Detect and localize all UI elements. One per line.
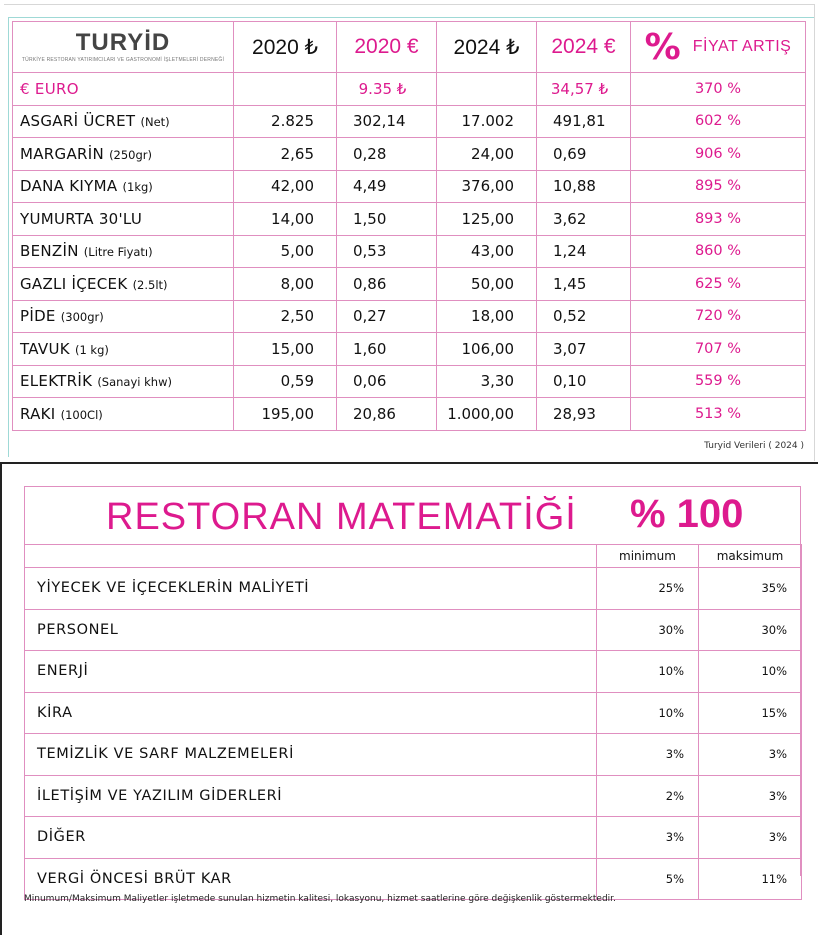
divider: [8, 17, 814, 18]
item-label: PİDE: [20, 307, 56, 326]
price-2024-tl: 17.002: [437, 105, 537, 138]
price-comparison-panel: [4, 4, 815, 461]
price-2020-eur: 0,06: [337, 365, 437, 398]
item-label: ASGARİ ÜCRET: [20, 112, 136, 131]
euro-increase: 370 %: [631, 73, 806, 106]
col-maximum: maksimum: [699, 545, 802, 568]
euro-label: € EURO: [13, 73, 234, 106]
price-2020-tl: 42,00: [234, 170, 337, 203]
price-2024-tl: 3,30: [437, 365, 537, 398]
cost-label: TEMİZLİK VE SARF MALZEMELERİ: [25, 734, 597, 776]
price-row: [13, 235, 806, 268]
cost-min: 10%: [597, 651, 699, 693]
price-2020-eur: 0,53: [337, 235, 437, 268]
euro-row: [13, 73, 806, 106]
footnote: Minumum/Maksimum Maliyetler işletmede sunulan hizmetin kalitesi, lokasyonu, hizmet saatlerine göre değişkenlik göstermektedir.: [24, 894, 616, 904]
item-label: BENZİN: [20, 242, 79, 261]
item-unit: (Sanayi khw): [97, 375, 172, 390]
cost-label-header: [25, 545, 597, 568]
cost-min: 25%: [597, 568, 699, 610]
price-increase: 513 %: [631, 398, 806, 431]
cost-max: 30%: [699, 609, 802, 651]
item-unit: (1 kg): [74, 342, 109, 357]
price-2020-eur: 0,86: [337, 268, 437, 301]
price-2024-eur: 3,07: [537, 333, 631, 366]
price-row: [13, 398, 806, 431]
price-table: [12, 21, 806, 431]
price-2024-eur: 0,52: [537, 300, 631, 333]
logo-subtitle: TÜRKİYE RESTORAN YATIRIMCILARI VE GASTRONOMİ İŞLETMELERİ DERNEĞİ: [21, 56, 225, 63]
price-increase: 625 %: [631, 268, 806, 301]
price-2020-tl: 2,50: [234, 300, 337, 333]
cost-min: 10%: [597, 692, 699, 734]
price-increase-label: FİYAT ARTIŞ: [692, 38, 792, 55]
price-2020-tl: 2.825: [234, 105, 337, 138]
price-increase: 720 %: [631, 300, 806, 333]
cost-min: 5%: [597, 858, 699, 900]
item-unit: (Litre Fiyatı): [83, 245, 153, 260]
price-2024-eur: 3,62: [537, 203, 631, 236]
price-increase: 860 %: [631, 235, 806, 268]
price-increase: 707 %: [631, 333, 806, 366]
price-2024-eur: 1,45: [537, 268, 631, 301]
price-2024-eur: 491,81: [537, 105, 631, 138]
item-name: [13, 365, 234, 398]
price-2024-tl: 24,00: [437, 138, 537, 171]
cost-label: YİYECEK VE İÇECEKLERİN MALİYETİ: [25, 568, 597, 610]
item-unit: (300gr): [60, 310, 104, 325]
cost-max: 35%: [699, 568, 802, 610]
cost-min: 3%: [597, 817, 699, 859]
price-2020-tl: 8,00: [234, 268, 337, 301]
euro-2024-rate: 34,57 ₺: [537, 73, 631, 106]
item-name: [13, 170, 234, 203]
item-unit: (100Cl): [60, 407, 103, 422]
price-increase: 559 %: [631, 365, 806, 398]
cost-max: 15%: [699, 692, 802, 734]
price-increase: 895 %: [631, 170, 806, 203]
logo-cell: [13, 22, 234, 73]
cost-label: VERGİ ÖNCESİ BRÜT KAR: [25, 858, 597, 900]
item-name: [13, 300, 234, 333]
price-increase: 906 %: [631, 138, 806, 171]
price-2020-tl: 14,00: [234, 203, 337, 236]
cost-row: [25, 692, 802, 734]
col-minimum: minimum: [597, 545, 699, 568]
price-2020-eur: 302,14: [337, 105, 437, 138]
cost-row: [25, 775, 802, 817]
cost-row: [25, 568, 802, 610]
item-name: [13, 203, 234, 236]
price-2020-eur: 4,49: [337, 170, 437, 203]
cost-label: DİĞER: [25, 817, 597, 859]
price-2020-tl: 2,65: [234, 138, 337, 171]
cost-table: [24, 544, 802, 900]
item-unit: (250gr): [109, 147, 153, 162]
col-price-increase: [631, 22, 806, 73]
price-2024-eur: 1,24: [537, 235, 631, 268]
cost-max: 11%: [699, 858, 802, 900]
price-2024-tl: 43,00: [437, 235, 537, 268]
price-2020-tl: 195,00: [234, 398, 337, 431]
item-label: MARGARİN: [20, 144, 104, 163]
price-2024-tl: 1.000,00: [437, 398, 537, 431]
item-label: DANA KIYMA: [20, 177, 118, 196]
price-row: [13, 365, 806, 398]
price-2020-tl: 0,59: [234, 365, 337, 398]
item-name: [13, 138, 234, 171]
cost-label: KİRA: [25, 692, 597, 734]
price-2020-eur: 0,28: [337, 138, 437, 171]
cost-max: 3%: [699, 775, 802, 817]
item-label: ELEKTRİK: [20, 372, 93, 391]
divider: [8, 17, 9, 457]
item-name: [13, 235, 234, 268]
euro-2020-tl: [234, 73, 337, 106]
price-row: [13, 105, 806, 138]
price-2020-eur: 1,60: [337, 333, 437, 366]
price-table-header: [13, 22, 806, 73]
cost-label: İLETİŞİM VE YAZILIM GİDERLERİ: [25, 775, 597, 817]
price-row: [13, 333, 806, 366]
item-name: [13, 268, 234, 301]
cost-table-header: [25, 545, 802, 568]
price-2020-eur: 20,86: [337, 398, 437, 431]
price-2024-tl: 125,00: [437, 203, 537, 236]
price-increase: 893 %: [631, 203, 806, 236]
price-2024-tl: 106,00: [437, 333, 537, 366]
price-row: [13, 138, 806, 171]
cost-row: [25, 734, 802, 776]
price-2024-eur: 0,69: [537, 138, 631, 171]
turyid-logo: [21, 28, 225, 56]
cost-label: PERSONEL: [25, 609, 597, 651]
logo-text: TURYİD: [75, 28, 171, 56]
col-2024-tl: 2024 ₺: [437, 22, 537, 73]
col-2024-eur: 2024 €: [537, 22, 631, 73]
price-row: [13, 268, 806, 301]
col-2020-eur: 2020 €: [337, 22, 437, 73]
price-2024-eur: 0,10: [537, 365, 631, 398]
price-increase: 602 %: [631, 105, 806, 138]
price-2024-tl: 50,00: [437, 268, 537, 301]
item-unit: (Net): [140, 115, 170, 130]
cost-min: 30%: [597, 609, 699, 651]
item-label: YUMURTA 30'LU: [20, 209, 143, 228]
item-unit: (1kg): [122, 180, 153, 195]
restaurant-math-title: RESTORAN MATEMATİĞİ: [106, 496, 577, 538]
cost-max: 3%: [699, 817, 802, 859]
restaurant-math-panel: [0, 462, 818, 935]
price-2020-eur: 1,50: [337, 203, 437, 236]
item-unit: (2.5lt): [132, 277, 168, 292]
price-2024-tl: 18,00: [437, 300, 537, 333]
divider: [24, 486, 800, 487]
col-2020-tl: 2020 ₺: [234, 22, 337, 73]
item-label: TAVUK: [20, 339, 70, 358]
item-name: [13, 105, 234, 138]
restaurant-math-total: % 100: [630, 492, 744, 536]
price-2020-eur: 0,27: [337, 300, 437, 333]
euro-2024-tl: [437, 73, 537, 106]
price-2020-tl: 15,00: [234, 333, 337, 366]
price-2024-tl: 376,00: [437, 170, 537, 203]
source-note: Turyid Verileri ( 2024 ): [704, 441, 804, 451]
price-2020-tl: 5,00: [234, 235, 337, 268]
item-name: [13, 398, 234, 431]
cost-row: [25, 817, 802, 859]
percent-icon: %: [644, 26, 681, 68]
cost-row: [25, 609, 802, 651]
price-2024-eur: 10,88: [537, 170, 631, 203]
cost-min: 2%: [597, 775, 699, 817]
price-row: [13, 170, 806, 203]
item-label: RAKI: [20, 404, 56, 423]
euro-2020-rate: 9.35 ₺: [337, 73, 437, 106]
cost-min: 3%: [597, 734, 699, 776]
item-name: [13, 333, 234, 366]
price-row: [13, 300, 806, 333]
price-row: [13, 203, 806, 236]
cost-row: [25, 651, 802, 693]
price-2024-eur: 28,93: [537, 398, 631, 431]
cost-max: 10%: [699, 651, 802, 693]
cost-label: ENERJİ: [25, 651, 597, 693]
cost-max: 3%: [699, 734, 802, 776]
item-label: GAZLI İÇECEK: [20, 274, 128, 293]
